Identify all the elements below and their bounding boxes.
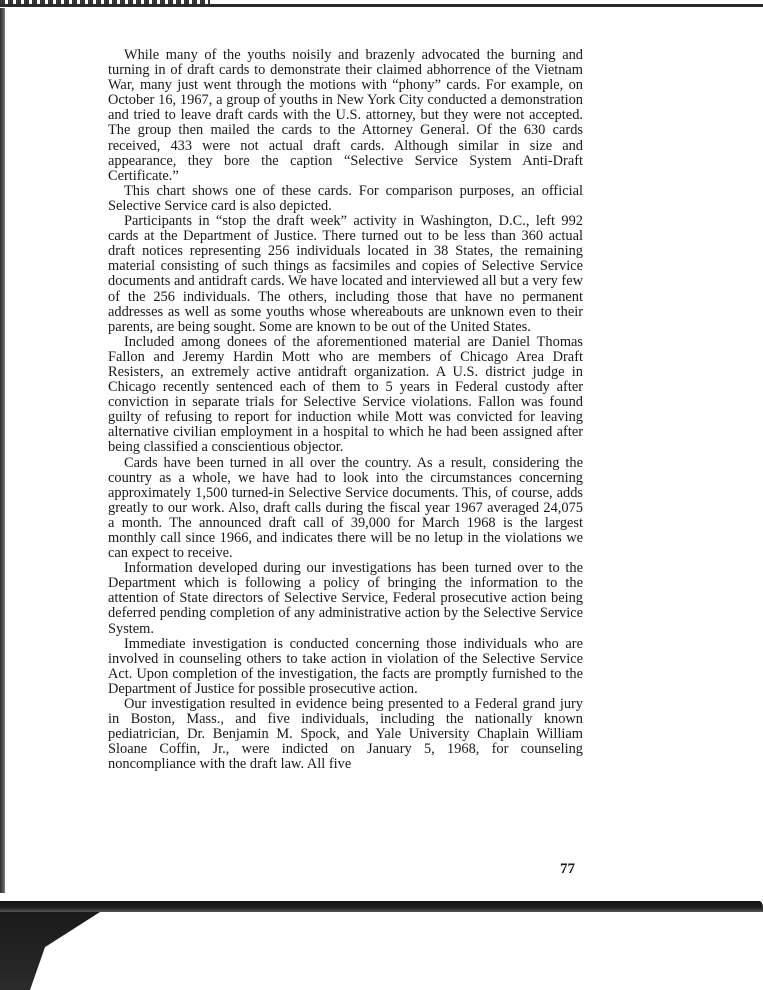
left-page-edge [0, 8, 5, 908]
body-text [108, 48, 583, 773]
paragraph: Information developed during our investigations has been turned over to the Department which is following a policy of bringing the information to the attention of State directors of Selective Service, Federal prosecutive action being deferred pending completion of any administrative action by the Selective Service System. [108, 560, 583, 637]
paragraph: This chart shows one of these cards. For comparison purposes, an official Selective Service card is also depicted. [108, 182, 583, 214]
paragraph: Our investigation resulted in evidence being presented to a Federal grand jury in Boston, Mass., and five individuals, including the nationally known pediatrician, Dr. Benjamin M. Spock, and Yale University Chaplain William Sloane Coffin, Jr., were indicted on January 5, 1968, for counseling noncompliance with the draft law. All five [108, 696, 583, 773]
paragraph: Included among donees of the aforementioned material are Daniel Thomas Fallon and Jeremy Hardin Mott who are members of Chicago Area Draft Resisters, an extremely active antidraft organization. A U.S. district judge in Chicago recently sentenced each of them to 5 years in Federal custody after conviction in separate trials for Selective Service violations. Fallon was found guilty of refusing to report for induction while Mott was convicted for leaving alternative civilian employment in a hospital to which he had been assigned after being classified a conscientious objector. [108, 333, 583, 456]
paragraph: While many of the youths noisily and brazenly advocated the burning and turning in of draft cards to demonstrate their claimed abhorrence of the Vietnam War, many just went through the motions with “phony” cards. For example, on October 16, 1967, a group of youths in New York City conducted a demonstration and tried to leave draft cards with the U.S. attorney, but they were not accepted. The group then mailed the cards to the Attorney General. Of the 630 cards received, 433 were not actual draft cards. Although similar in size and appearance, they bore the caption “Selective Service System Anti-Draft Certificate.” [108, 47, 583, 184]
paragraph: Participants in “stop the draft week” activity in Washington, D.C., left 992 cards at the Department of Justice. There turned out to be less than 360 actual draft notices representing 256 individuals located in 38 States, the remaining material consisting of such things as facsimiles and copies of Selective Service documents and antidraft cards. We have located and interviewed all but a very few of the 256 individuals. The others, including those that have no permanent addresses as well as some youths whose whereabouts are unknown even to their parents, are being sought. Some are known to be out of the United States. [108, 213, 583, 335]
paragraph: Cards have been turned in all over the country. As a result, considering the country as a whole, we have had to look into the circumstances concerning approximately 1,500 turned-in Selective Service documents. This, of course, adds greatly to our work. Also, draft calls during the fiscal year 1967 averaged 24,075 a month. The announced draft call of 39,000 for March 1968 is the largest monthly call since 1966, and indicates there will be no letup in the violations we can expect to receive. [108, 454, 583, 562]
paragraph: Immediate investigation is conducted concerning those individuals who are involved in counseling others to take action in violation of the Selective Service Act. Upon completion of the investigation, the facts are promptly furnished to the Department of Justice for possible prosecutive action. [108, 635, 583, 697]
bottom-border-rule [0, 901, 763, 912]
page-number: 77 [560, 861, 575, 877]
top-border-rule [0, 4, 763, 7]
